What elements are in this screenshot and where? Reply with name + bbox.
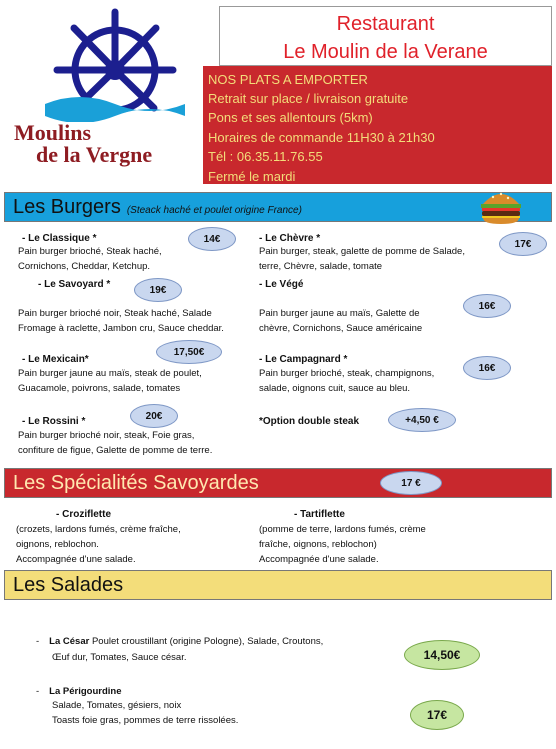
salad-cesar-line1 xyxy=(36,634,323,650)
burger-rossini-name: - Le Rossini * xyxy=(22,416,86,427)
burger-chevre-price: 17€ xyxy=(499,232,547,256)
burger-savoyard-price: 19€ xyxy=(134,278,182,302)
burger-chevre-name: - Le Chèvre * xyxy=(259,233,321,244)
salad-cesar-desc: Œuf dur, Tomates, Sauce césar. xyxy=(52,652,187,663)
burger-classique-price: 14€ xyxy=(188,227,236,251)
restaurant-title-box xyxy=(219,6,552,66)
salad-perigourdine-desc: Salade, Tomates, gésiers, noix Toasts foie gras, pommes de terre rissolées. xyxy=(52,700,239,726)
burger-savoyard-name: - Le Savoyard * xyxy=(38,279,111,290)
double-steak-option: *Option double steak xyxy=(259,416,360,427)
title-line1: Restaurant xyxy=(336,13,435,35)
info-line-phone: Tél : 06.35.11.76.55 xyxy=(208,149,323,164)
burger-vege-price: 16€ xyxy=(463,294,511,318)
salads-section-title: Les Salades xyxy=(13,574,124,596)
info-line-pickup: Retrait sur place / livraison gratuite xyxy=(208,91,409,106)
salad-perigourdine-price: 17€ xyxy=(410,700,464,730)
salad-cesar-desc-inline: Poulet croustillant (origine Pologne), Salade, Croutons, xyxy=(89,636,324,647)
salads-section-header xyxy=(4,570,552,600)
burger-classique-desc: Pain burger brioché, Steak haché, Cornichons, Cheddar, Ketchup. xyxy=(18,246,162,272)
burger-chevre-desc: Pain burger, steak, galette de pomme de Salade, terre, Chèvre, salade, tomate xyxy=(259,246,465,272)
burger-rossini-desc: Pain burger brioché noir, steak, Foie gras, confiture de figue, Galette de pomme de terre. xyxy=(18,430,213,456)
burger-campagnard-desc: Pain burger brioché, steak, champignons, salade, oignons cuit, sauce au bleu. xyxy=(259,368,435,394)
burgers-section-header xyxy=(4,192,552,222)
logo-text-line2: de la Vergne xyxy=(36,142,153,167)
watermill-wheel-icon xyxy=(40,4,190,122)
savoyard-price: 17 € xyxy=(380,471,442,495)
burger-icon xyxy=(478,186,524,226)
burger-rossini-price: 20€ xyxy=(130,404,178,428)
tartiflette-name: - Tartiflette xyxy=(294,509,345,520)
salad-cesar-price: 14,50€ xyxy=(404,640,480,670)
salad-perigourdine-name: La Périgourdine xyxy=(49,686,122,697)
takeaway-info-box xyxy=(203,66,552,184)
croziflette-desc: (crozets, lardons fumés, crème fraîche, oignons, reblochon. Accompagnée d'une salade. xyxy=(16,524,181,565)
burger-savoyard-desc: Pain burger brioché noir, Steak haché, Salade Fromage à raclette, Jambon cru, Sauce cheddar. xyxy=(18,308,224,334)
info-line-closed: Fermé le mardi xyxy=(208,169,296,184)
tartiflette-desc: (pomme de terre, lardons fumés, crème fraîche, oignons, reblochon) Accompagnée d'une salade. xyxy=(259,524,426,565)
burger-mexicain-price: 17,50€ xyxy=(156,340,222,364)
logo-text-line1: Moulins xyxy=(14,120,92,145)
burger-mexicain-desc: Pain burger jaune au maïs, steak de poulet, Guacamole, poivrons, salade, tomates xyxy=(18,368,202,394)
salad-cesar-name: La César xyxy=(49,636,90,647)
burger-campagnard-price: 16€ xyxy=(463,356,511,380)
double-steak-price: +4,50 € xyxy=(388,408,456,432)
savoyard-section-title: Les Spécialités Savoyardes xyxy=(13,472,259,494)
info-line-hours: Horaires de commande 11H30 à 21h30 xyxy=(208,130,435,145)
croziflette-name: - Croziflette xyxy=(56,509,111,520)
burger-campagnard-name: - Le Campagnard * xyxy=(259,354,348,365)
savoyard-section-header xyxy=(4,468,552,498)
burger-vege-desc: Pain burger jaune au maïs, Galette de chèvre, Cornichons, Sauce américaine xyxy=(259,308,423,334)
salad-perigourdine-bullet: - xyxy=(36,686,40,697)
info-line-area: Pons et ses allentours (5km) xyxy=(208,110,373,125)
salad-cesar-bullet: - xyxy=(36,636,40,647)
title-line2: Le Moulin de la Verane xyxy=(283,41,488,63)
burger-mexicain-name: - Le Mexicain* xyxy=(22,354,89,365)
burger-classique-name: - Le Classique * xyxy=(22,233,97,244)
burgers-title-text: Les Burgers xyxy=(13,196,121,218)
burgers-section-title xyxy=(13,196,302,219)
burger-vege-name: - Le Végé xyxy=(259,279,304,290)
restaurant-logo xyxy=(6,4,192,170)
info-line-takeaway: NOS PLATS A EMPORTER xyxy=(208,72,368,87)
burgers-subtitle: (Steack haché et poulet origine France) xyxy=(126,205,302,216)
